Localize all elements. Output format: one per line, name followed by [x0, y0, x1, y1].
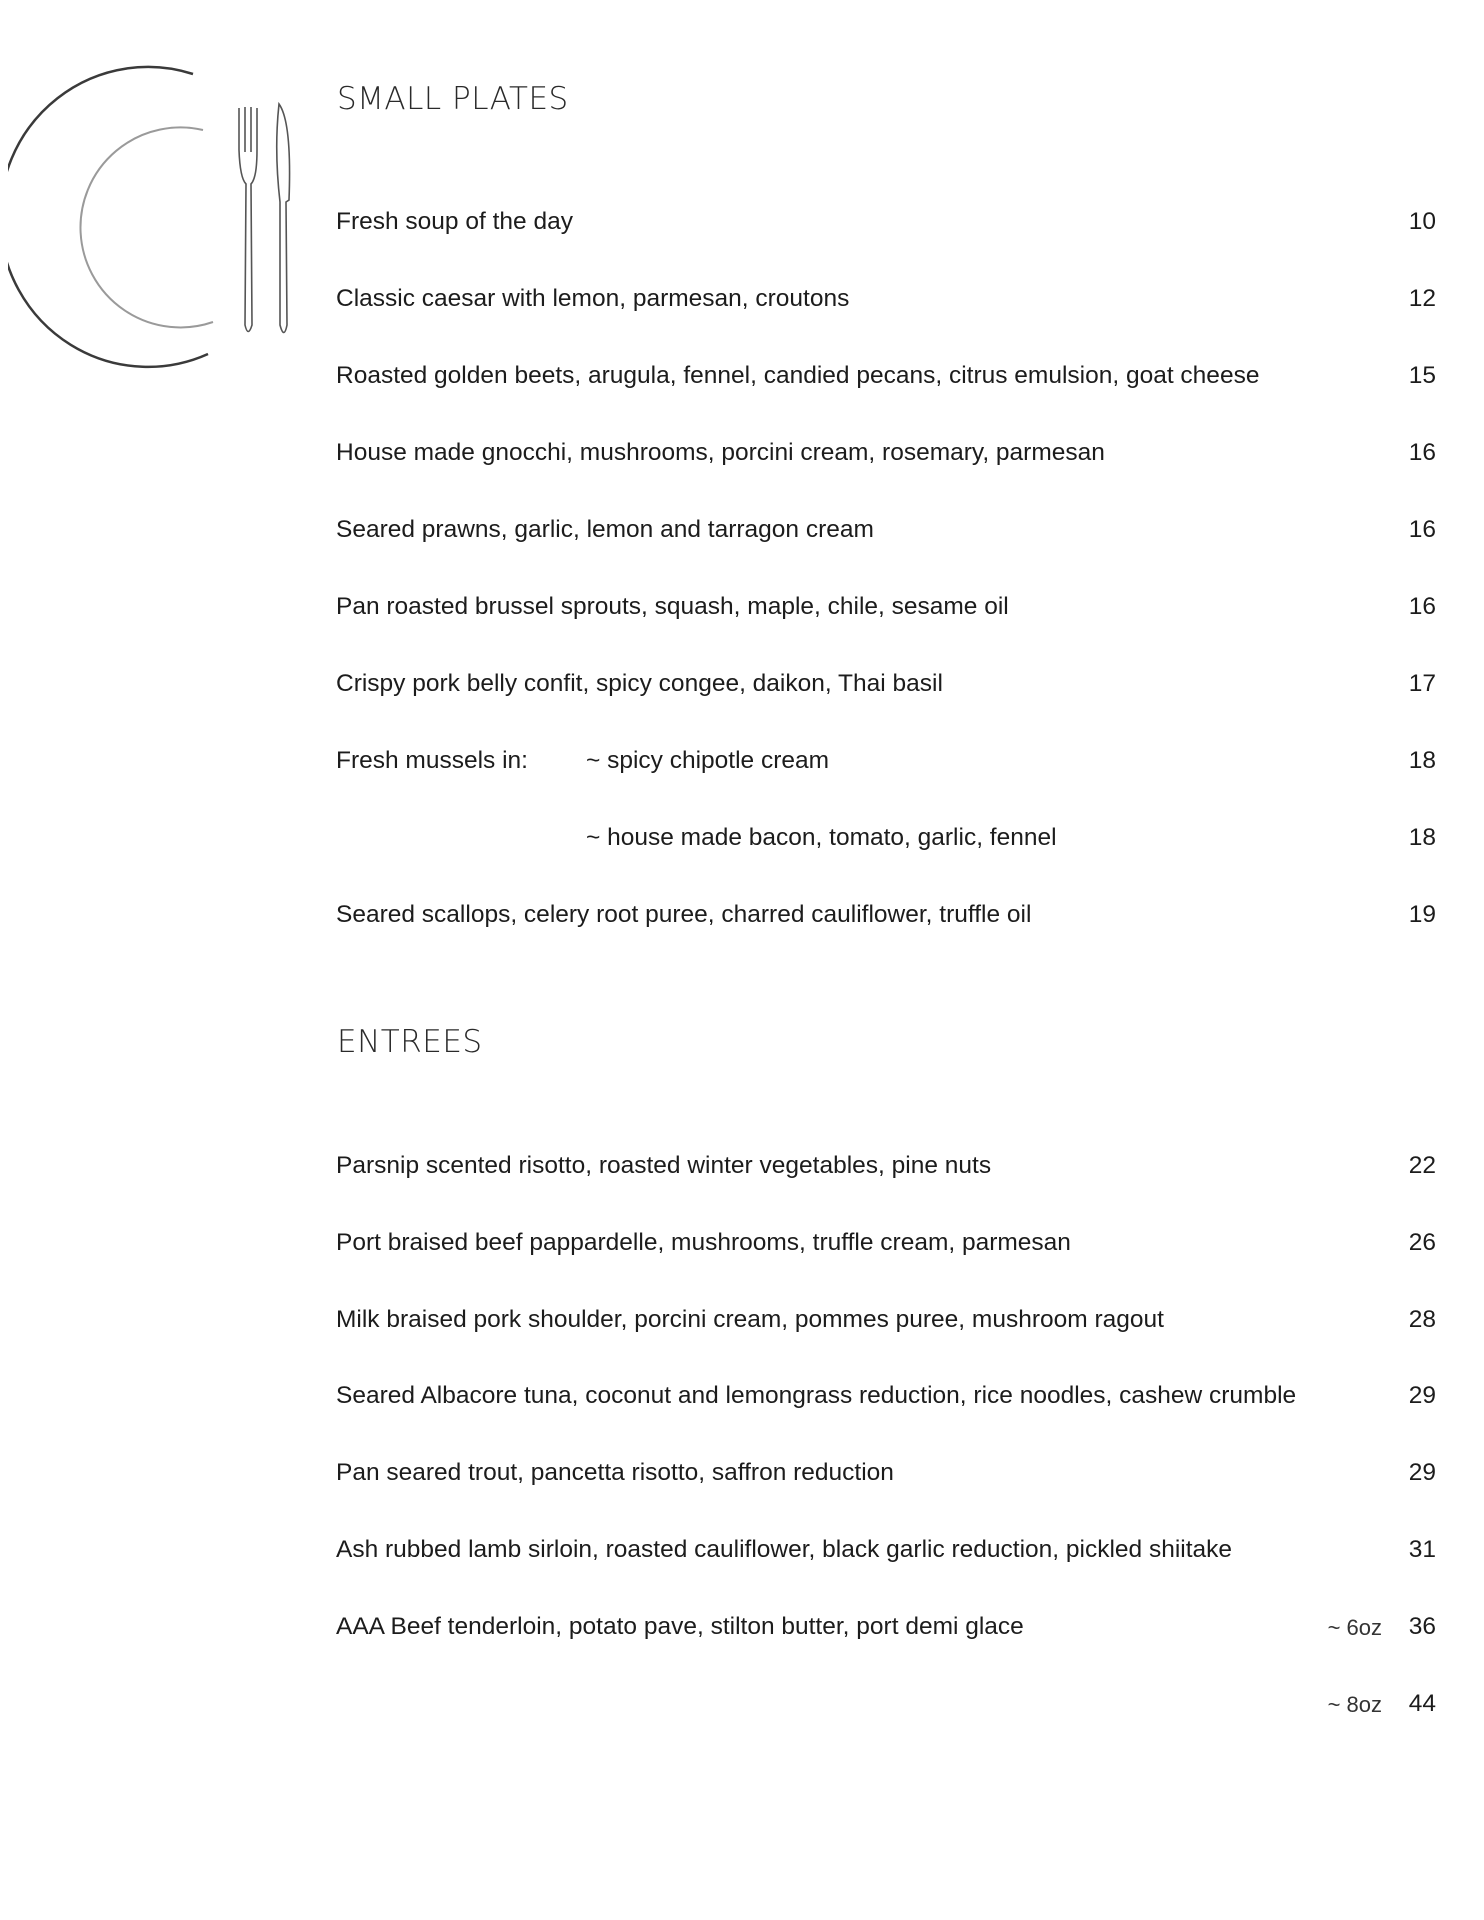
menu-item — [336, 279, 1436, 319]
item-price: 22 — [1408, 1152, 1436, 1179]
menu-item — [336, 356, 1436, 396]
item-price: 19 — [1408, 901, 1436, 928]
menu-item — [336, 202, 1436, 242]
item-size: ~ 6oz — [1327, 1615, 1382, 1640]
menu-item — [336, 1607, 1436, 1647]
menu-item — [336, 895, 1436, 935]
menu-item — [336, 1223, 1436, 1263]
item-description: Milk braised pork shoulder, porcini cream, pommes puree, mushroom ragout — [336, 1306, 1164, 1333]
menu-item — [336, 1684, 1436, 1724]
section-title-entrees: ENTREES — [337, 1024, 483, 1060]
menu-item — [336, 664, 1436, 704]
menu-item — [336, 1530, 1436, 1570]
item-price: 18 — [1408, 747, 1436, 774]
menu-item — [336, 741, 1436, 781]
menu-item — [336, 510, 1436, 550]
fork-icon — [239, 107, 257, 332]
item-description: Pan roasted brussel sprouts, squash, maple, chile, sesame oil — [336, 593, 1009, 620]
item-description: AAA Beef tenderloin, potato pave, stilton butter, port demi glace — [336, 1613, 1024, 1640]
item-price: 36 — [1408, 1613, 1436, 1640]
item-price: 44 — [1408, 1690, 1436, 1717]
item-price: 29 — [1408, 1382, 1436, 1409]
item-price: 15 — [1408, 362, 1436, 389]
item-price: 31 — [1408, 1536, 1436, 1563]
item-size: ~ 8oz — [1327, 1692, 1382, 1717]
item-price: 12 — [1408, 285, 1436, 312]
menu-item — [336, 433, 1436, 473]
menu-item — [336, 818, 1436, 858]
item-price: 16 — [1408, 593, 1436, 620]
item-price: 29 — [1408, 1459, 1436, 1486]
item-option: ~ spicy chipotle cream — [586, 747, 830, 774]
item-price: 16 — [1408, 516, 1436, 543]
menu-item — [336, 1146, 1436, 1186]
plate-cutlery-logo — [8, 60, 298, 370]
item-description: Seared scallops, celery root puree, charred cauliflower, truffle oil — [336, 901, 1032, 928]
item-price: 18 — [1408, 824, 1436, 851]
plate-icon — [8, 67, 213, 367]
item-description: Roasted golden beets, arugula, fennel, candied pecans, citrus emulsion, goat cheese — [336, 362, 1260, 389]
section-title-small-plates: SMALL PLATES — [337, 81, 569, 117]
item-description: Fresh mussels in: — [336, 747, 528, 774]
item-description: Pan seared trout, pancetta risotto, saffron reduction — [336, 1459, 894, 1486]
item-price: 16 — [1408, 439, 1436, 466]
knife-icon — [277, 104, 290, 333]
item-description: Port braised beef pappardelle, mushrooms, truffle cream, parmesan — [336, 1229, 1071, 1256]
item-description: Parsnip scented risotto, roasted winter vegetables, pine nuts — [336, 1152, 992, 1179]
menu-item — [336, 587, 1436, 627]
item-price: 26 — [1408, 1229, 1436, 1256]
menu-item — [336, 1453, 1436, 1493]
item-description: Seared Albacore tuna, coconut and lemongrass reduction, rice noodles, cashew crumble — [336, 1382, 1297, 1409]
item-description: Crispy pork belly confit, spicy congee, daikon, Thai basil — [336, 670, 943, 697]
item-description: House made gnocchi, mushrooms, porcini cream, rosemary, parmesan — [336, 439, 1105, 466]
item-description: Classic caesar with lemon, parmesan, croutons — [336, 285, 850, 312]
item-price: 10 — [1408, 208, 1436, 235]
item-price: 17 — [1408, 670, 1436, 697]
menu-item — [336, 1300, 1436, 1340]
item-description: Fresh soup of the day — [336, 208, 573, 235]
item-price: 28 — [1408, 1306, 1436, 1333]
item-option: ~ house made bacon, tomato, garlic, fennel — [586, 824, 1057, 851]
item-description: Ash rubbed lamb sirloin, roasted cauliflower, black garlic reduction, pickled shiitake — [336, 1536, 1233, 1563]
menu-item — [336, 1376, 1436, 1416]
item-description: Seared prawns, garlic, lemon and tarragon cream — [336, 516, 874, 543]
